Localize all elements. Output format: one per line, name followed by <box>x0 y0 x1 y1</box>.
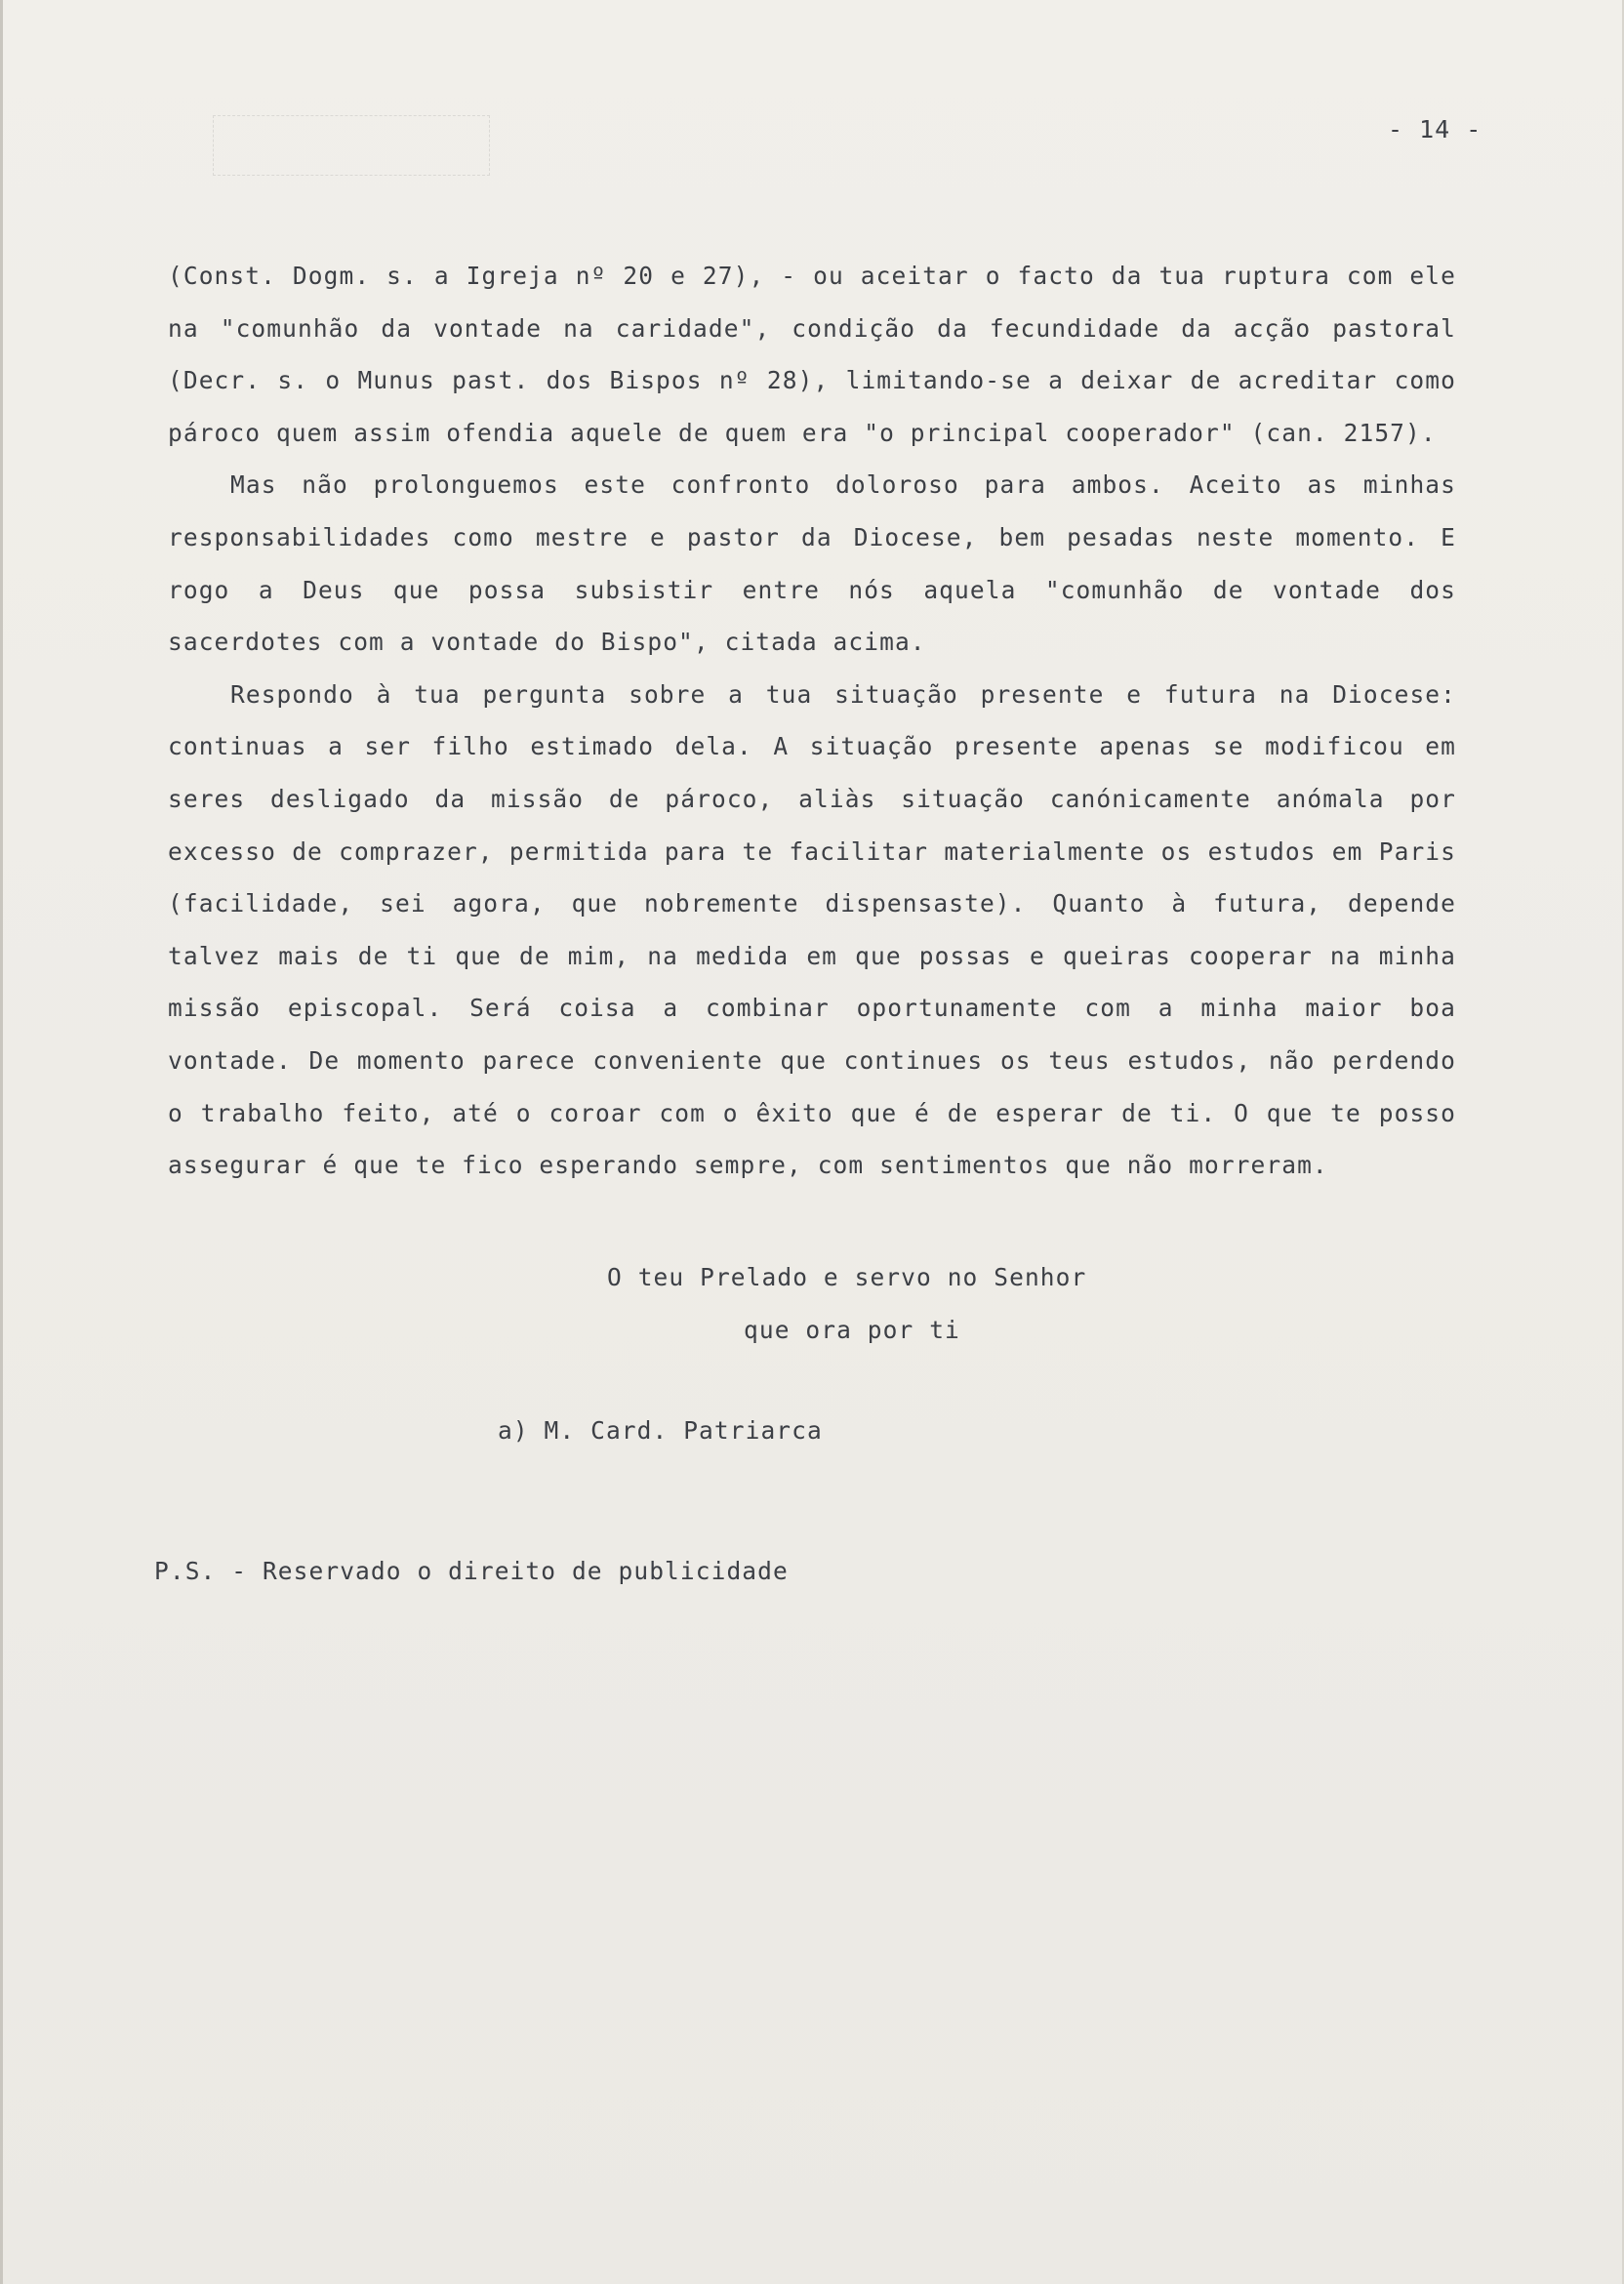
letter-body <box>168 250 1456 1192</box>
page-number: - 14 - <box>1388 115 1482 143</box>
closing-line-2: que ora por ti <box>744 1316 960 1344</box>
faded-stamp <box>213 115 490 176</box>
paragraph-1: (Const. Dogm. s. a Igreja nº 20 e 27), - ou aceitar o facto da tua ruptura com ele na "comunhão da vontade na caridade", condição da fecundidade da acção pastoral (Decr. s. o Munus past. dos Bispos nº 28), limitando-se a deixar de acreditar como pároco quem assim ofendia aquele de quem era "o principal cooperador" (can. 2157). <box>168 262 1456 447</box>
signature: a) M. Card. Patriarca <box>498 1416 823 1445</box>
postscript: P.S. - Reservado o direito de publicidade <box>154 1557 789 1585</box>
paragraph-3: Respondo à tua pergunta sobre a tua situação presente e futura na Diocese: continuas a ser filho estimado dela. A situação presente apenas se modificou em seres desligado da missão de pároco, aliàs situação canónicamente anómala por excesso de comprazer, permitida para te facilitar materialmente os estudos em Paris (facilidade, sei agora, que nobremente dispensaste). Quanto à futura, depende talvez mais de ti que de mim, na medida em que possas e queiras cooperar na minha missão episcopal. Será coisa a combinar oportunamente com a minha maior boa vontade. De momento parece conveniente que continues os teus estudos, não perdendo o trabalho feito, até o coroar com o êxito que é de esperar de ti. O que te posso assegurar é que te fico esperando sempre, com sentimentos que não morreram. <box>168 679 1456 1180</box>
paragraph-2: Mas não prolonguemos este confronto doloroso para ambos. Aceito as minhas responsabilidades como mestre e pastor da Diocese, bem pesadas neste momento. E rogo a Deus que possa subsistir entre nós aquela "comunhão de vontade dos sacerdotes com a vontade do Bispo", citada acima. <box>168 470 1456 657</box>
page-left-edge <box>0 0 3 2284</box>
closing-line-1: O teu Prelado e servo no Senhor <box>607 1263 1087 1291</box>
